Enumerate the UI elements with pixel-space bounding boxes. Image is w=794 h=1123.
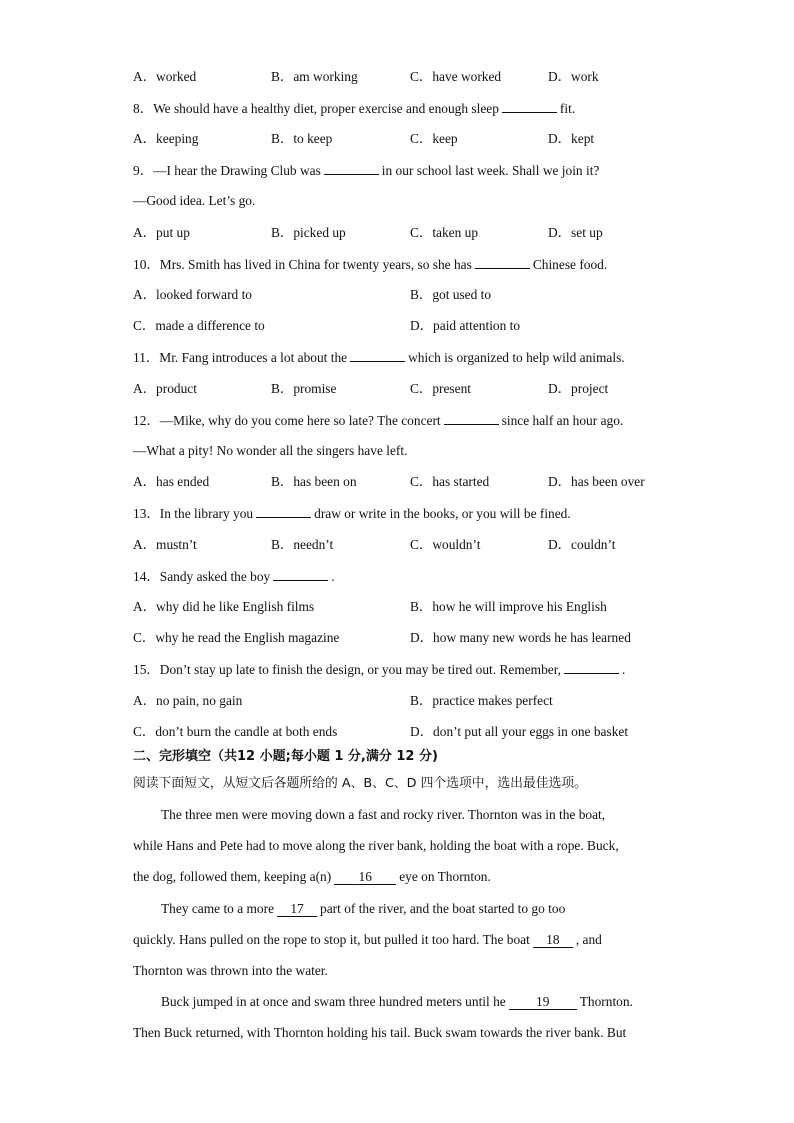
passage-p1-line2: while Hans and Pete had to move along the river bank, holding the boat with a rope. Buck, — [133, 838, 619, 853]
q11-option-c: C．present — [410, 381, 471, 396]
q15-option-a: A．no pain, no gain — [133, 693, 243, 708]
passage-p2-line1 — [161, 900, 686, 918]
q15-blank — [564, 660, 619, 674]
q14-option-c: C．why he read the English magazine — [133, 630, 340, 645]
passage-p3-line1 — [161, 993, 686, 1011]
q13-option-a: A．mustn’t — [133, 537, 197, 552]
q11-option-a: A．product — [133, 381, 197, 396]
q12-option-b: B．has been on — [271, 474, 357, 489]
q9-option-c: C．taken up — [410, 225, 479, 240]
q15-option-b: B．practice makes perfect — [410, 693, 553, 708]
q8-text-end: fit. — [559, 101, 576, 116]
q9-reply: —Good idea. Let’s go. — [133, 193, 256, 208]
q8-blank — [502, 99, 557, 113]
q14-text: 14．Sandy asked the boy — [133, 569, 271, 584]
passage-text: Thornton. — [579, 994, 633, 1009]
q13-blank — [256, 504, 311, 518]
q11-text: 11．Mr. Fang introduces a lot about the — [133, 350, 348, 365]
q14-stem — [133, 567, 335, 586]
q11-stem — [133, 348, 625, 367]
q15-text-end: . — [622, 662, 626, 677]
blank-18: 18 — [533, 933, 573, 948]
q8-option-d: D．kept — [548, 131, 595, 146]
q12-text-end: since half an hour ago. — [501, 413, 624, 428]
passage-p3-line2: Then Buck returned, with Thornton holding his tail. Buck swam towards the river bank. But — [133, 1025, 627, 1040]
q9-option-d: D．set up — [548, 225, 603, 240]
q12-reply: —What a pity! No wonder all the singers have left. — [133, 443, 408, 458]
q15-text: 15．Don’t stay up late to finish the design, or you may be tired out. Remember, — [133, 662, 562, 677]
q13-text: 13．In the library you — [133, 506, 254, 521]
blank-17: 17 — [277, 902, 317, 917]
q8-stem — [133, 99, 575, 118]
passage-p1-line3 — [133, 868, 658, 886]
q10-stem — [133, 255, 607, 274]
passage-text: eye on Thornton. — [399, 869, 491, 884]
q9-option-b: B．picked up — [271, 225, 346, 240]
q7-option-a: A．worked — [133, 69, 197, 84]
q8-option-b: B．to keep — [271, 131, 333, 146]
passage-text: the dog, followed them, keeping a(n) — [133, 869, 332, 884]
q9-text-end: in our school last week. Shall we join it? — [381, 163, 600, 178]
passage-p1-line1: The three men were moving down a fast and rocky river. Thornton was in the boat, — [161, 807, 606, 822]
q14-blank — [273, 567, 328, 581]
q14-option-b: B．how he will improve his English — [410, 599, 607, 614]
q7-option-d: D．work — [548, 69, 599, 84]
passage-text: Buck jumped in at once and swam three hundred meters until he — [161, 994, 506, 1009]
q9-stem — [133, 161, 599, 180]
section-instruction: 阅读下面短文，从短文后各题所给的 A、B、C、D 四个选项中，选出最佳选项。 — [133, 776, 587, 791]
passage-text: part of the river, and the boat started to go too — [320, 901, 566, 916]
q14-option-d: D．how many new words he has learned — [410, 630, 631, 645]
q13-option-d: D．couldn’t — [548, 537, 616, 552]
section-heading: 二、完形填空（共12 小题;每小题 1 分,满分 12 分) — [133, 749, 438, 764]
passage-text: , and — [575, 932, 602, 947]
q13-option-c: C．wouldn’t — [410, 537, 481, 552]
q14-option-a: A．why did he like English films — [133, 599, 315, 614]
passage-text: They came to a more — [161, 901, 275, 916]
q14-text-end: . — [331, 569, 335, 584]
q12-option-a: A．has ended — [133, 474, 210, 489]
q12-option-d: D．has been over — [548, 474, 645, 489]
q9-text: 9．—I hear the Drawing Club was — [133, 163, 321, 178]
q10-blank — [475, 255, 530, 269]
q10-text-end: Chinese food. — [532, 257, 608, 272]
q8-option-c: C．keep — [410, 131, 458, 146]
q15-option-c: C．don’t burn the candle at both ends — [133, 724, 338, 739]
q12-option-c: C．has started — [410, 474, 490, 489]
q13-option-b: B．needn’t — [271, 537, 334, 552]
q8-option-a: A．keeping — [133, 131, 199, 146]
q9-blank — [324, 161, 379, 175]
q8-text: 8．We should have a healthy diet, proper exercise and enough sleep — [133, 101, 499, 116]
q11-text-end: which is organized to help wild animals. — [408, 350, 625, 365]
q13-text-end: draw or write in the books, or you will be fined. — [314, 506, 571, 521]
q15-stem — [133, 660, 625, 679]
blank-16: 16 — [334, 870, 396, 885]
q9-option-a: A．put up — [133, 225, 190, 240]
q12-blank — [444, 411, 499, 425]
q11-option-b: B．promise — [271, 381, 337, 396]
q7-option-c: C．have worked — [410, 69, 502, 84]
q12-stem — [133, 411, 623, 430]
q11-blank — [350, 348, 405, 362]
q10-option-a: A．looked forward to — [133, 287, 252, 302]
passage-p2-line2 — [133, 931, 658, 949]
q12-text: 12．—Mike, why do you come here so late? The concert — [133, 413, 441, 428]
q7-option-b: B．am working — [271, 69, 358, 84]
q15-option-d: D．don’t put all your eggs in one basket — [410, 724, 629, 739]
passage-text: quickly. Hans pulled on the rope to stop it, but pulled it too hard. The boat — [133, 932, 530, 947]
passage-p2-line3: Thornton was thrown into the water. — [133, 963, 328, 978]
blank-19: 19 — [509, 995, 577, 1010]
q10-option-c: C．made a difference to — [133, 318, 265, 333]
q10-text: 10．Mrs. Smith has lived in China for twenty years, so she has — [133, 257, 472, 272]
q10-option-b: B．got used to — [410, 287, 492, 302]
q13-stem — [133, 504, 571, 523]
q10-option-d: D．paid attention to — [410, 318, 521, 333]
q11-option-d: D．project — [548, 381, 609, 396]
